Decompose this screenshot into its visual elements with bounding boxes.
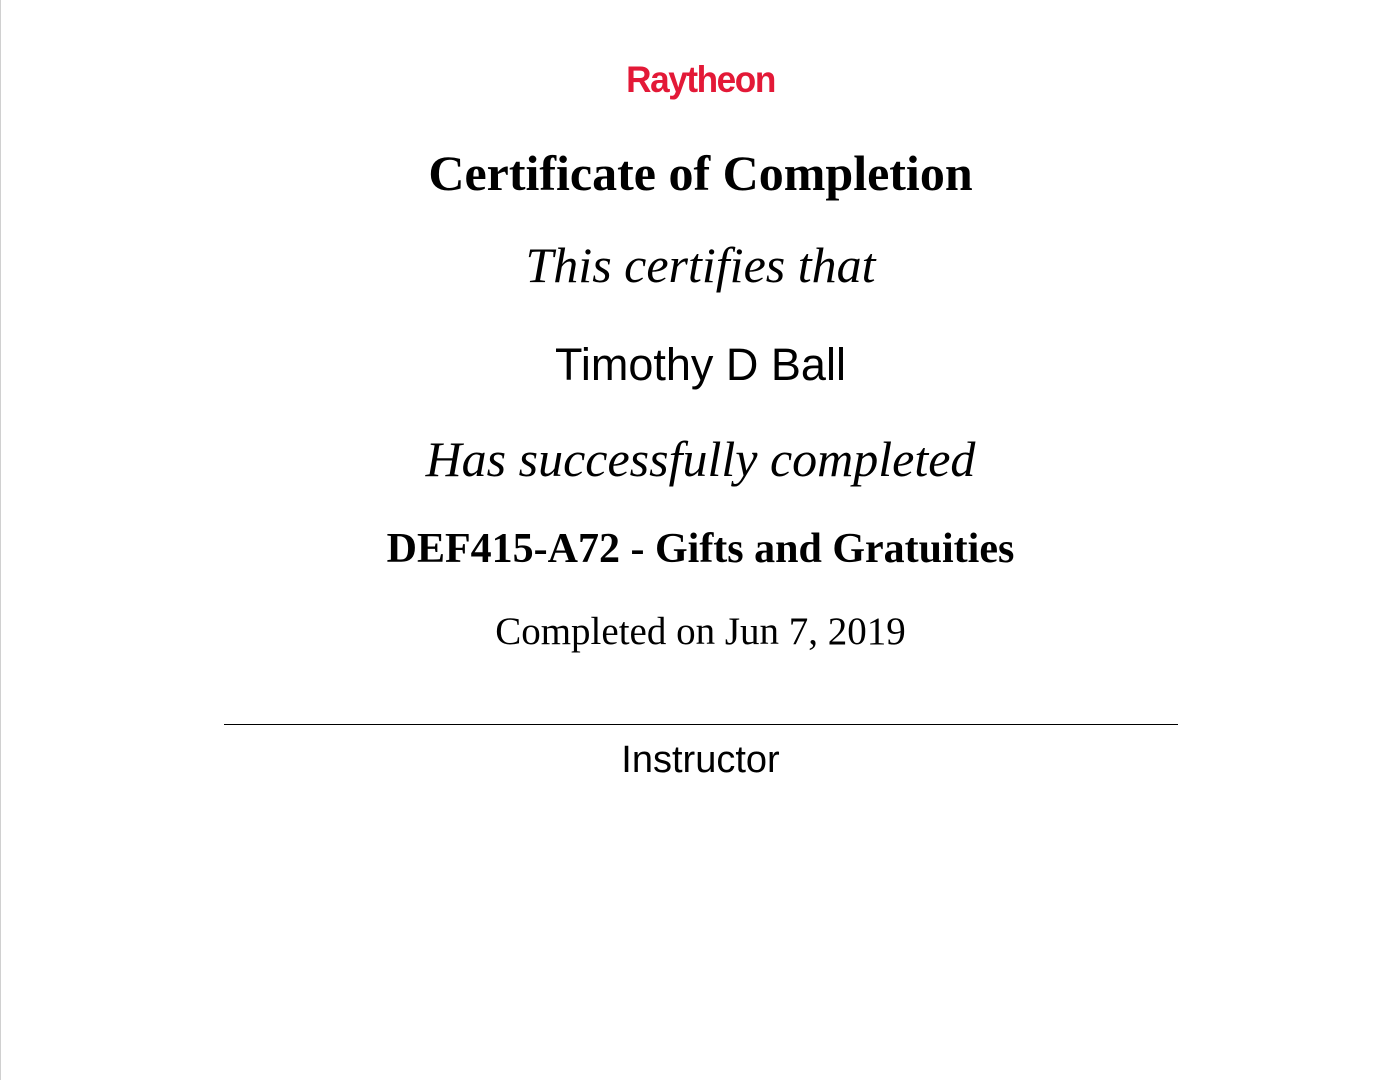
- completion-date: Completed on Jun 7, 2019: [495, 610, 906, 653]
- certificate-page: [1, 0, 1399, 1080]
- raytheon-logo: Raytheon: [626, 59, 775, 100]
- signature-line: [224, 724, 1178, 725]
- signature-label: Instructor: [621, 739, 780, 781]
- course-name: DEF415-A72 - Gifts and Gratuities: [386, 526, 1015, 572]
- certifies-text: This certifies that: [525, 237, 876, 293]
- recipient-name: Timothy D Ball: [555, 339, 846, 390]
- completed-text: Has successfully completed: [425, 431, 976, 487]
- certificate-title: Certificate of Completion: [428, 145, 973, 201]
